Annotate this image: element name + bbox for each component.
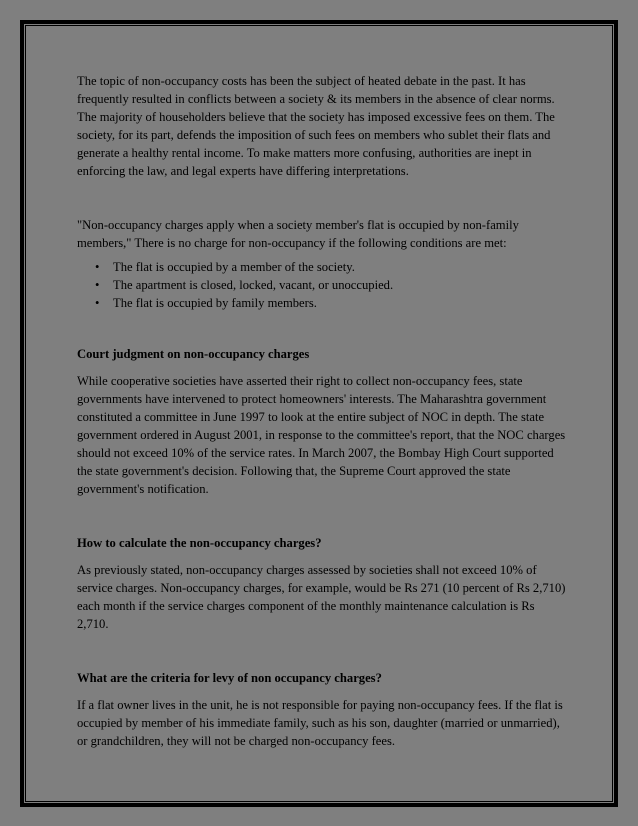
intro-paragraph: The topic of non-occupancy costs has been the subject of heated debate in the past. It has frequently resulted in conflicts between a society & its members in the absence of clear norms. The majority of householders believe that the society has imposed excessive fees on them. The society, for its part, defends the imposition of such fees on members who sublet their flats and generate a healthy rental income. To make matters more confusing, authorities are inept in enforcing the law, and legal experts have differing interpretations. bbox=[77, 74, 555, 178]
list-item-text: The apartment is closed, locked, vacant, or unoccupied. bbox=[113, 278, 394, 292]
bullet-icon: • bbox=[95, 278, 100, 292]
list-item-text: The flat is occupied by family members. bbox=[113, 296, 317, 310]
list-item bbox=[95, 258, 567, 276]
quote-paragraph: "Non-occupancy charges apply when a society member's flat is occupied by non-family members," There is no charge for non-occupancy if the following conditions are met: bbox=[77, 218, 519, 250]
list-item-text: The flat is occupied by a member of the society. bbox=[113, 260, 355, 274]
list-item bbox=[95, 276, 567, 294]
list-item bbox=[95, 294, 567, 312]
document-content bbox=[77, 72, 567, 750]
section-heading-criteria: What are the criteria for levy of non occupancy charges? bbox=[77, 671, 382, 685]
conditions-list bbox=[77, 258, 567, 312]
section-heading-court-judgment: Court judgment on non-occupancy charges bbox=[77, 347, 310, 361]
section-body-criteria: If a flat owner lives in the unit, he is not responsible for paying non-occupancy fees. If the flat is occupied by member of his immediate family, such as his son, daughter (married or unmarried), or grandchildren, they will not be charged non-occupancy fees. bbox=[77, 698, 563, 748]
section-heading-calculation: How to calculate the non-occupancy charges? bbox=[77, 536, 322, 550]
section-body-court-judgment: While cooperative societies have asserted their right to collect non-occupancy fees, state governments have intervened to protect homeowners' interests. The Maharashtra government constituted a committee in June 1997 to look at the entire subject of NOC in depth. The state government ordered in August 2001, in response to the committee's report, that the NOC charges should not exceed 10% of the service rates. In March 2007, the Bombay High Court supported the state government's decision. Following that, the Supreme Court approved the state government's notification. bbox=[77, 374, 566, 496]
section-body-calculation: As previously stated, non-occupancy charges assessed by societies shall not exceed 10% of service charges. Non-occupancy charges, for example, would be Rs 271 (10 percent of Rs 2,710) each month if the service charges component of the monthly maintenance calculation is Rs 2,710. bbox=[77, 563, 566, 631]
bullet-icon: • bbox=[95, 260, 100, 274]
bullet-icon: • bbox=[95, 296, 100, 310]
